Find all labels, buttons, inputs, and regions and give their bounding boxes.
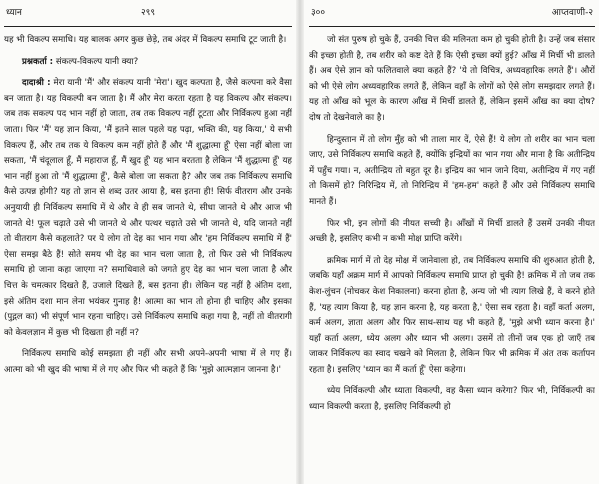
- left-page: [4, 0, 292, 484]
- paragraph: [309, 133, 595, 211]
- paragraph-text: यह भी विकल्प समाधि। यह बालक अगर कुछ छेड़े, तब अंदर में विकल्प समाधि टूट जाती है।: [4, 35, 287, 45]
- paragraph: [309, 384, 595, 415]
- paragraph: [4, 55, 292, 71]
- book-gutter: [296, 0, 304, 484]
- speaker-label: दादाश्री :: [22, 78, 51, 89]
- paragraph: [309, 33, 595, 127]
- paragraph-text: निर्विकल्प समाधि कोई समझता ही नहीं और सभी अपने-अपनी भाषा में ले गए हैं। आत्मा को भी खुद की भाषा में ले गए और फिर भी कहते हैं कि 'मुझे आत्मज्ञान जानना है।': [4, 349, 292, 375]
- paragraph-text: फिर भी, इन लोगों की नीयत सच्ची है। आँखों में मिर्ची डालते हैं उसमें उनकी नीयत अच्छी है, इसलिए कभी न कभी मोक्ष प्राप्ति करेंगे।: [309, 218, 595, 245]
- paragraph-text: मेरा यानी 'मैं' और संकल्प यानी 'मेरा'। खुद कल्पता है, जैसे कल्पना करे वैसा बन जाता है। यह विकल्पी बन जाता है। मैं और मेरा करता रहता है यह विकल्प और संकल्प। जब तक सकल्प पद भान नहीं हो जाता, तब तक विकल्प नहीं टूटता और निर्विकल्प हुआ नहीं जाता। फिर 'मैं' यह ज्ञान किया, 'मैं इतने साल पहले यह पढ़ा, भक्ति की, यह किया,' ये सभी विकल्प हैं, और तब तक ये विकल्प कम नहीं होते हैं और 'मैं शुद्धात्मा हूँ' ऐसा नहीं बोला जा सकता, 'मैं चंदूलाल हूँ, मैं महाराज हूँ, मैं खुद हूँ' यह भान बरतता है लेकिन 'मैं शुद्धात्मा हूँ' यह भान नहीं हुआ तो 'मैं शुद्धात्मा हूँ', कैसे बोला जा सकता है? और जब तक निर्विकल्प समाधि कैसे उत्पन्न होगी? यह तो ज्ञान से शब्द उतर आया है, बस इतना ही! सिर्फ वीतराग और उनके अनुयायी ही निर्विकल्प समाधि में थे और वे ही सब जानते थे, सीधा जानते थे और आज भी जानते थे! फूल चढ़ाते उसे भी जानते थे और पत्थर चढ़ाते उसे भी जानते थे, यदि जानते नहीं तो वीतराग कैसे कहलाते? पर ये लोग तो देह का भान गया और 'हम निर्विकल्प समाधि में हैं' ऐसा समझ बैठे हैं! सोते समय भी देह का भान चला जाता है, तो फिर उसे भी निर्विकल्प समाधि हो जाना कहा जाएगा न? समाधिवाले को जगते हुए देह का भान चला जाता है और चित्त के चमत्कार दिखते हैं, उजाले दिखते हैं, बस इतना ही। लेकिन यह नहीं है अंतिम दशा, इसे अंतिम दशा मान लेना भयंकर गुनाह है! आत्मा का भान तो होना ही चाहिए और इसका (पुद्गल का) भी संपूर्ण भान रहना चाहिए। उसे निर्विकल्प समाधि कहा गया है, नहीं तो वीतरागी को केवलज्ञान में कुछ भी दिखता ही नहीं न?: [4, 78, 292, 338]
- paragraph: [4, 33, 292, 49]
- running-head-right: आप्तवाणी-२: [551, 8, 593, 18]
- paragraph-text: हिन्दुस्तान में तो लोग मुँह को भी ताला मार दें, ऐसे हैं! ये लोग तो शरीर का भान चला जाए, उसे निर्विकल्प समाधि कहते हैं, क्योंकि इन्द्रियों का भान गया और माना है कि अतीन्द्रिय में पहुँच गया। न, अतीन्द्रिय तो बहुत दूर है। इन्द्रिय का भान जाने दिया, अतीन्द्रिय में गए नहीं तो किसमें हो? निरिन्द्रिय में, तो निरिन्द्रिय में 'हम-हम' कहते हैं और उसे निर्विकल्प समाधि मानते हैं।: [309, 134, 595, 207]
- right-page-header: [309, 6, 595, 24]
- page-number-right: ३००: [311, 8, 326, 18]
- paragraph: [309, 217, 595, 248]
- paragraph: [4, 347, 292, 378]
- page-number-left: २९९: [140, 8, 156, 18]
- left-page-header: [4, 6, 292, 24]
- header-rule-right: [309, 26, 595, 27]
- paragraph-text: क्रमिक मार्ग में तो देह मोक्ष में जानेवाला हो, तब निर्विकल्प समाधि की शुरुआत होती है, जबकि यहाँ अक्रम मार्ग में आपको निर्विकल्प समाधि प्राप्त हो चुकी है! क्रमिक में तो जब तक केश-लुंचन (नोचकर केश निकालना) करना होता है, अन्य जो भी त्याग लिखे हैं, वे करने होते हैं, 'यह त्याग किया है, यह ज्ञान करना है, यह करता है,' ऐसा सब रहता है। वहाँ कर्ता अलग, कर्म अलग, ज्ञाता अलग और फिर साथ-साथ यह भी कहते हैं, 'मुझे अभी ध्यान करना है।' यहाँ कर्ता अलग, ध्येय अलग और ध्यान भी अलग। उसमें तो तीनों जब एक हो जाएँ तब जाकर निर्विकल्प का स्वाद चखने को मिलता है, लेकिन फिर भी क्रमिक में अंत तक कर्तापन रहता है। इसलिए 'ध्यान का मैं कर्ता हूँ' ऐसा कहेगा।: [309, 255, 595, 375]
- paragraph-text: संकल्प-विकल्प यानी क्या?: [55, 56, 139, 67]
- paragraph: [309, 254, 595, 379]
- header-rule-left: [4, 26, 292, 27]
- paragraph-text: जो संत पुरुष हो चुके हैं, उनकी चित्त की मलिनता कम हो चुकी होती है। उन्हें जब संसार की इच्छा होती है, तब शरीर को कष्ट देते हैं कि ऐसी इच्छा क्यों हुई? आँख में मिर्ची भी डालते हैं। अब ऐसे ज्ञान को फलितवाले क्या कहते हैं? 'ये तो विचित्र, अध्यवहारिक लगते हैं'। औरों को भी ऐसे लोग अध्यवहारिक लगते हैं, लेकिन वहाँ के लोगों को ऐसे लोग समझदार लगते हैं। यह तो आँख को भूल के कारण आँख में मिर्ची डालते हैं, लेकिन इसमें आँख का क्या दोष? दोष तो देखनेवाले का है।: [309, 35, 595, 123]
- paragraph-text: ध्येय निर्विकल्पी और ध्याता विकल्पी, वह कैसा ध्यान करेगा? फिर भी, निर्विकल्पी का ध्यान विकल्पी करता है, इसलिए निर्विकल्पी हो: [309, 386, 595, 413]
- running-head-left: ध्यान: [6, 8, 22, 18]
- right-page: [309, 0, 595, 484]
- paragraph: [4, 76, 292, 341]
- speaker-label: प्रश्नकर्ता :: [22, 56, 54, 67]
